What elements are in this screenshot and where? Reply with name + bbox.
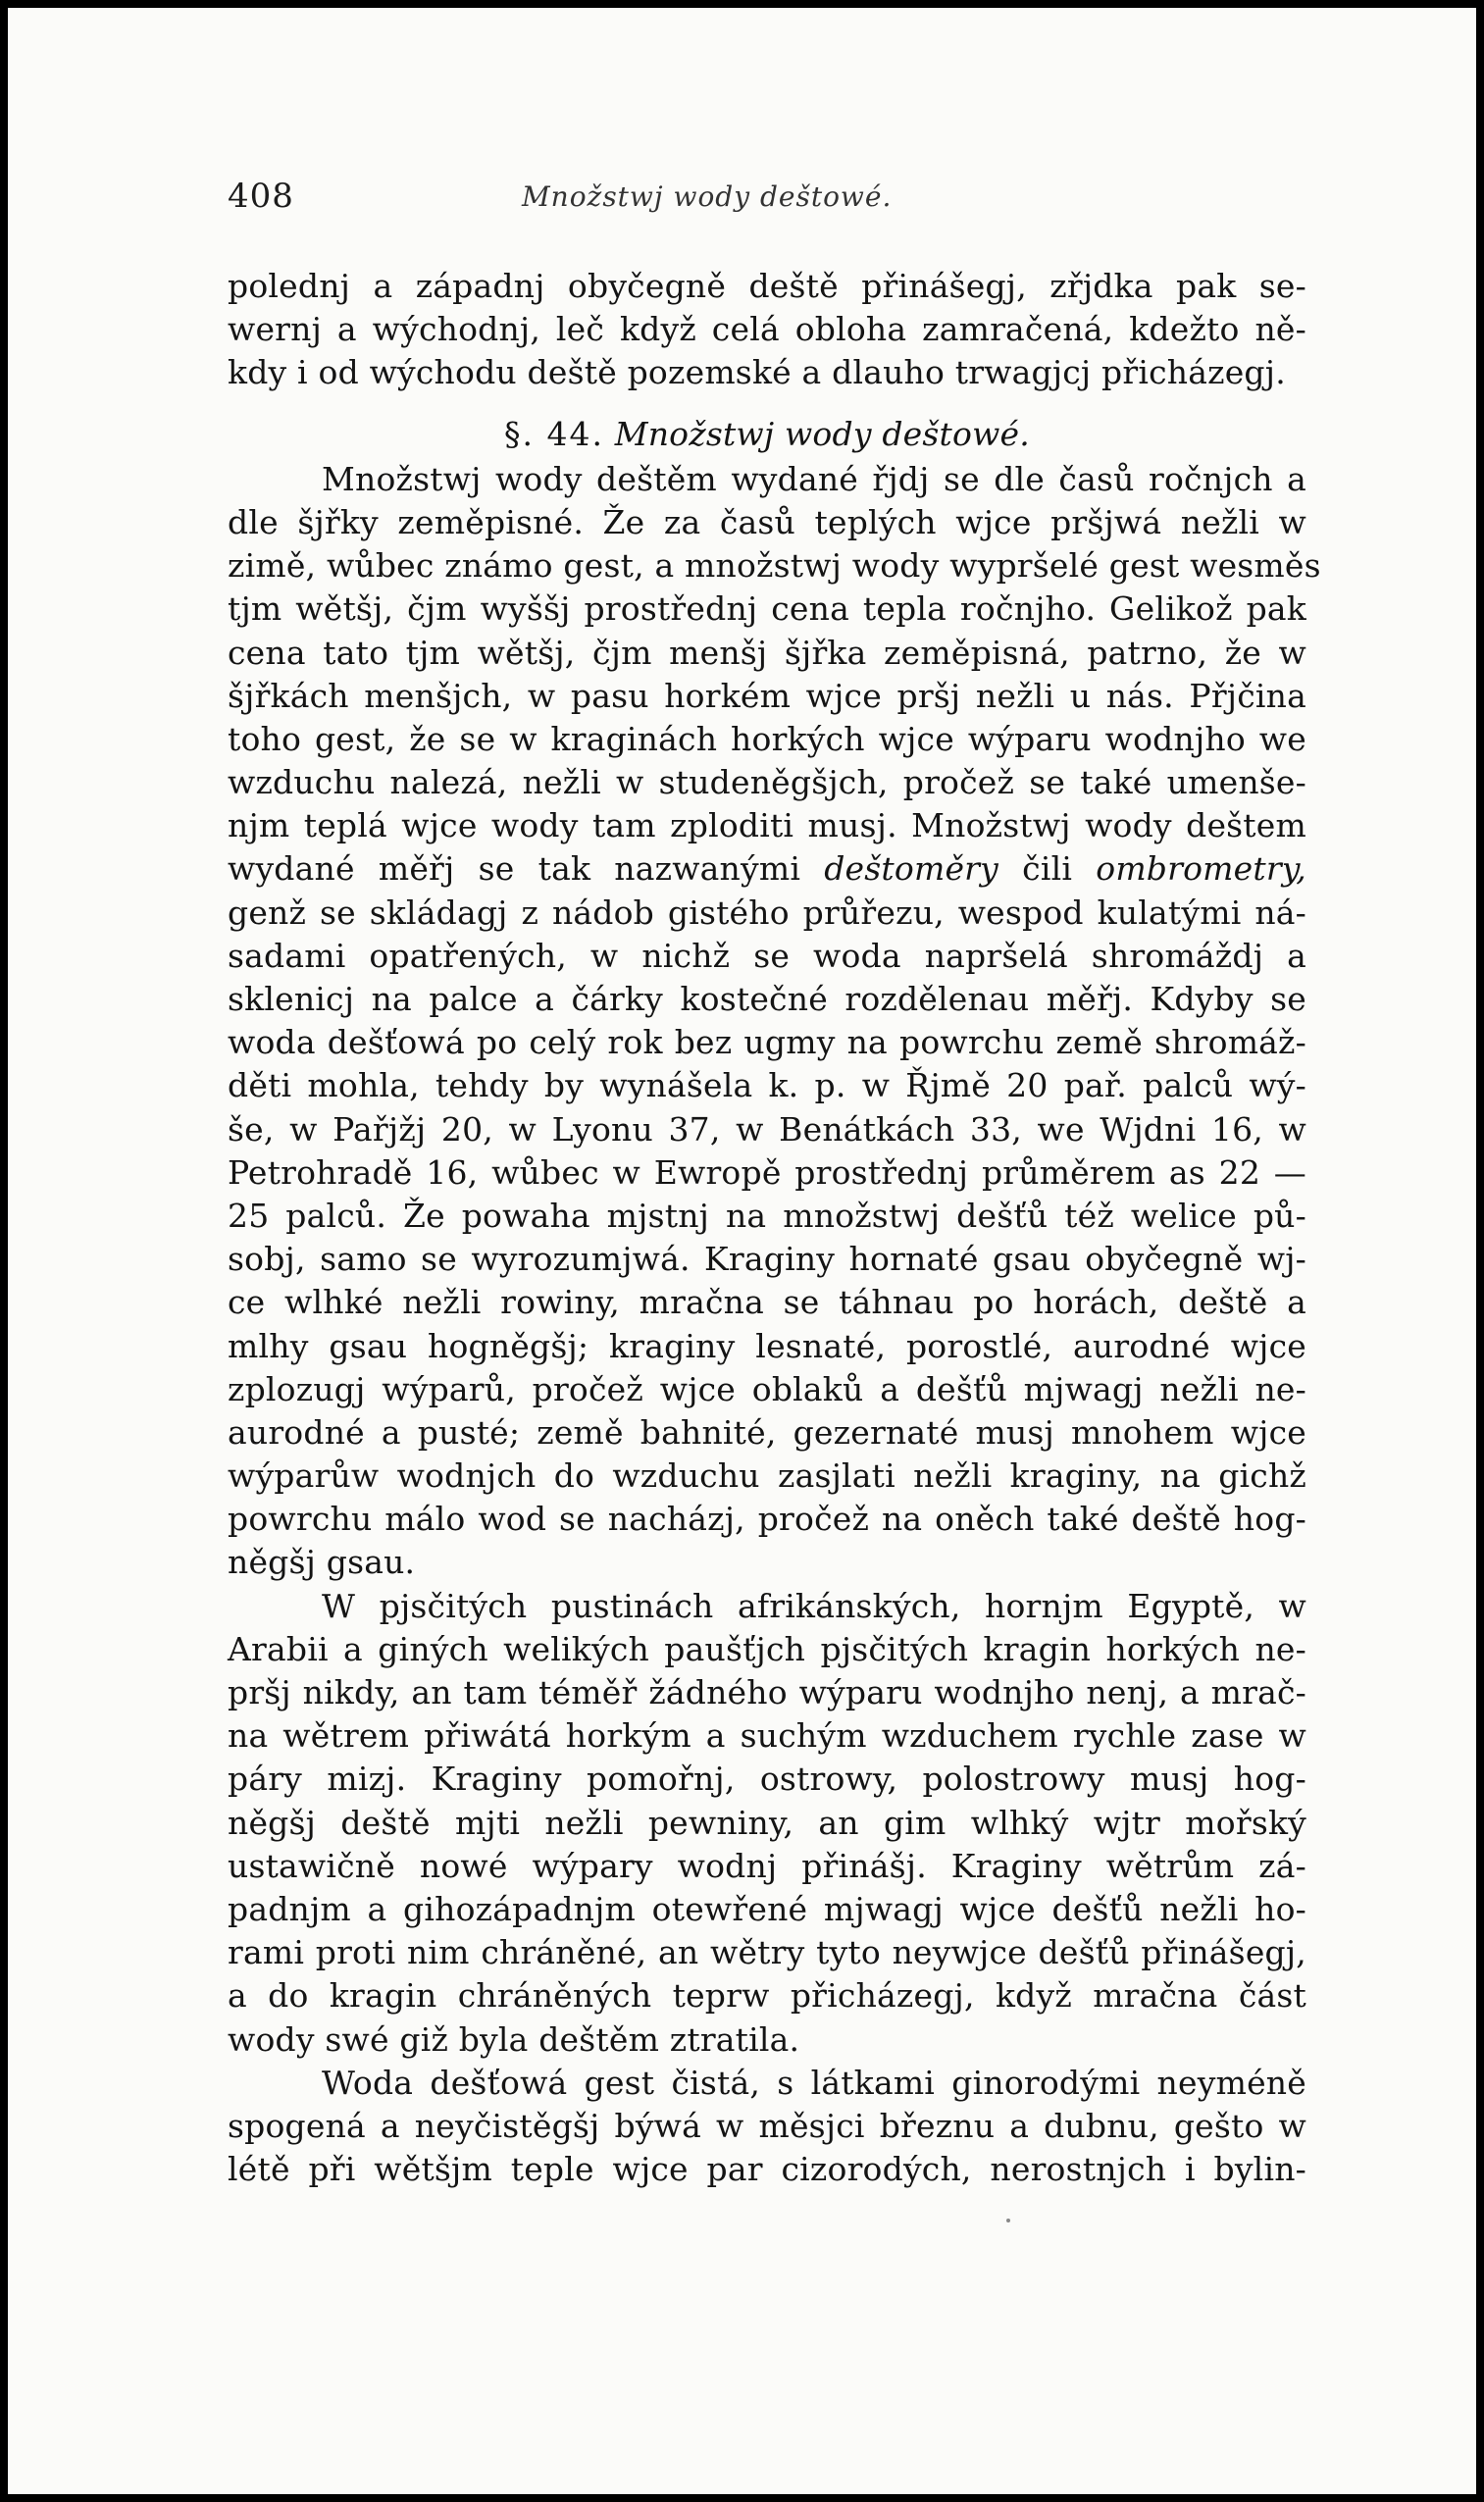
text-line: rami proti nim chráněné, an wětry tyto neywjce dešťů přinášegj, (228, 1933, 1306, 1972)
body-text (228, 265, 1321, 2191)
text-line: kdy i od wýchodu deště pozemské a dlauho trwagjcj přicházegj. (228, 353, 1286, 392)
text-line: na wětrem přiwátá horkým a suchým wzduchem rychle zase w (228, 1716, 1306, 1756)
text-line: Množstwj wody deštěm wydané řjdj se dle časů ročnjch a (322, 459, 1306, 498)
text-line: mlhy gsau hogněgšj; kraginy lesnaté, porostlé, aurodné wjce (228, 1326, 1306, 1365)
text-line: zplozugj wýparů, pročež wjce oblaků a dešťů mjwagj nežli ne- (228, 1369, 1306, 1408)
text-line: létě při wětšjm teple wjce par cizorodých, nerostnjch i bylin- (228, 2150, 1306, 2189)
text-line: polednj a západnj obyčegně deště přinášegj, zřjdka pak se- (228, 267, 1306, 305)
italic-term: ombrometry, (1096, 849, 1306, 889)
text-line: woda dešťowá po celý rok bez ugmy na powrchu země shromáž- (228, 1023, 1306, 1062)
section-heading (228, 413, 1306, 456)
text-fragment: wydané měřj se tak nazwanými (228, 849, 825, 889)
text-line: wýparůw wodnjch do wzduchu zasjlati nežli kraginy, na gichž (228, 1456, 1306, 1496)
text-line: děti mohla, tehdy by wynášela k. p. w Řjmě 20 pař. palců wý- (228, 1066, 1306, 1105)
ink-speck (1006, 2219, 1010, 2222)
text-line: sklenicj na palce a čárky kostečné rozdělenau měřj. Kdyby se (228, 980, 1306, 1018)
text-line (228, 847, 1306, 891)
page-number: 408 (228, 177, 294, 216)
text-line: Arabii a giných welikých paušťjch pjsčitých kragin horkých ne- (228, 1629, 1306, 1668)
text-line: a do kragin chráněných teprw přicházegj, když mračna část (228, 1976, 1306, 2016)
text-line: W pjsčitých pustinách afrikánských, hornjm Egyptě, w (322, 1586, 1306, 1625)
text-line: Woda dešťowá gest čistá, s látkami ginorodými neyméně (322, 2063, 1306, 2102)
paragraph-continued (228, 265, 1306, 395)
text-line: wzduchu nalezá, nežli w studeněgšjch, pročež se také umenše- (228, 763, 1306, 802)
text-line: ustawičně nowé wýpary wodnj přinášj. Kraginy wětrům zá- (228, 1846, 1306, 1885)
text-line: zimě, wůbec známo gest, a množstwj wody wypršelé gest wesměs (228, 546, 1321, 586)
text-line: ce wlhké nežli rowiny, mračna se táhnau po horách, deště a (228, 1283, 1306, 1322)
text-line: še, w Pařjžj 20, w Lyonu 37, w Benátkách 33, we Wjdni 16, w (228, 1109, 1306, 1149)
text-line: dle šjřky zeměpisné. Že za časů teplých wjce pršjwá nežli w (228, 502, 1306, 541)
text-line: něgšj gsau. (228, 1543, 416, 1582)
text-line: pršj nikdy, an tam téměř žádného wýparu wodnjho nenj, a mrač- (228, 1673, 1306, 1711)
text-line: aurodné a pusté; země bahnité, gezernaté musj mnohem wjce (228, 1412, 1306, 1452)
text-line: páry mizj. Kraginy pomořnj, ostrowy, polostrowy musj hog- (228, 1760, 1306, 1799)
text-line: powrchu málo wod se nacházj, pročež na oněch také deště hog- (228, 1500, 1306, 1539)
text-line: spogená a neyčistěgšj býwá w měsjci březnu a dubnu, gešto w (228, 2106, 1306, 2145)
text-line: 25 palců. Že powaha mjstnj na množstwj dešťů též welice pů- (228, 1196, 1306, 1235)
text-line: genž se skládagj z nádob gistého průřezu, wespod kulatými ná- (228, 893, 1306, 932)
text-line: tjm wětšj, čjm wyššj prostřednj cena tepla ročnjho. Gelikož pak (228, 589, 1306, 629)
text-line: cena tato tjm wětšj, čjm menšj šjřka zeměpisná, patrno, že w (228, 633, 1306, 672)
text-line: wernj a wýchodnj, leč když celá obloha zamračená, kdežto ně- (228, 310, 1306, 349)
section-title: Množstwj wody deštowé. (614, 414, 1030, 453)
paragraph (228, 1585, 1306, 2062)
text-line: padnjm a gihozápadnjm otewřené mjwagj wjce dešťů nežli ho- (228, 1889, 1306, 1928)
text-line: šjřkách menšjch, w pasu horkém wjce pršj nežli u nás. Přjčina (228, 676, 1306, 715)
running-head (228, 177, 1287, 224)
text-line: sobj, samo se wyrozumjwá. Kraginy hornaté gsau obyčegně wj- (228, 1240, 1306, 1279)
running-title: Množstwj wody deštowé. (522, 180, 893, 213)
section-number: §. 44. (504, 414, 605, 453)
text-line: njm teplá wjce wody tam zploditi musj. Množstwj wody deštem (228, 806, 1306, 845)
text-line: sadami opatřených, w nichž se woda napršelá shromáždj a (228, 936, 1306, 975)
book-page (8, 8, 1476, 2494)
italic-term: deštoměry (824, 849, 998, 889)
text-line: toho gest, že se w kraginách horkých wjce wýparu wodnjho we (228, 719, 1306, 758)
text-line: něgšj deště mjti nežli pewniny, an gim wlhký wjtr mořský (228, 1803, 1306, 1842)
paragraph (228, 2062, 1306, 2192)
text-line: Petrohradě 16, wůbec w Ewropě prostřednj průměrem as 22 — (228, 1152, 1306, 1192)
text-fragment: čili (998, 849, 1097, 889)
text-line: wody swé giž byla deštěm ztratila. (228, 2019, 800, 2059)
paragraph (228, 458, 1321, 1585)
